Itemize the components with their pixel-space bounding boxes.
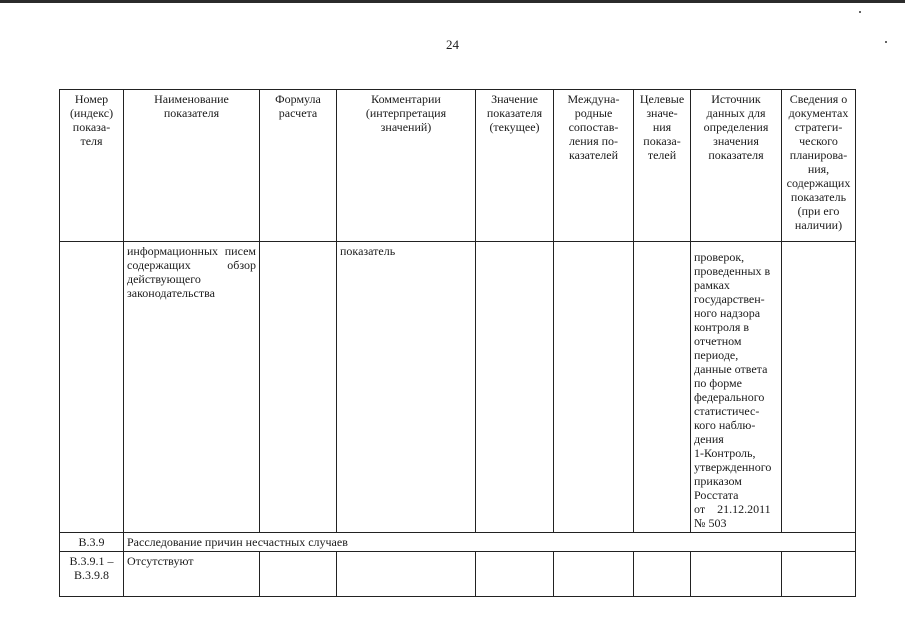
scan-speck [859, 11, 861, 13]
header-number: Номер (индекс) показа- теля [60, 90, 124, 242]
item-number: В.3.9.1 – В.3.9.8 [60, 552, 124, 597]
cell-international-empty [554, 242, 634, 533]
cell-comments: показатель [337, 242, 476, 533]
table-row [60, 552, 856, 597]
item-name: Отсутствуют [124, 552, 260, 597]
section-row [60, 533, 856, 552]
scan-speck [885, 41, 887, 43]
cell-target-empty [634, 242, 691, 533]
item-current-empty [476, 552, 554, 597]
item-formula-empty [260, 552, 337, 597]
header-international-comparison: Междуна- родные сопостав- ления по- казателей [554, 90, 634, 242]
cell-number-empty [60, 242, 124, 533]
section-number: В.3.9 [60, 533, 124, 552]
indicators-table [59, 89, 856, 597]
header-name: Наименование показателя [124, 90, 260, 242]
header-formula: Формула расчета [260, 90, 337, 242]
table-row [60, 242, 856, 533]
cell-data-source: проверок, проведенных в рамках государствен- ного надзора контроля в отчетном периоде, данные ответа по форме федерального статистичес- кого наблю- дения 1-Контроль, утвержденного приказом Росстата от 21.12.2011 № 503 [691, 242, 782, 533]
section-title: Расследование причин несчастных случаев [124, 533, 856, 552]
item-strategic-empty [782, 552, 856, 597]
header-row [60, 90, 856, 242]
cell-strategic-empty [782, 242, 856, 533]
header-target-values: Целевые значе- ния показа- телей [634, 90, 691, 242]
cell-formula-empty [260, 242, 337, 533]
item-target-empty [634, 552, 691, 597]
header-comments: Комментарии (интерпретация значений) [337, 90, 476, 242]
header-data-source: Источник данных для определения значения показателя [691, 90, 782, 242]
item-comments-empty [337, 552, 476, 597]
item-source-empty [691, 552, 782, 597]
cell-current-empty [476, 242, 554, 533]
top-edge-line [0, 0, 905, 3]
item-international-empty [554, 552, 634, 597]
cell-name: информационных писем содержащих обзор действующего законодательства [124, 242, 260, 533]
page-number: 24 [446, 37, 459, 52]
header-strategic-documents: Сведения о документах стратеги- ческого планирова- ния, содержащих показатель (при его наличии) [782, 90, 856, 242]
header-current-value: Значение показателя (текущее) [476, 90, 554, 242]
